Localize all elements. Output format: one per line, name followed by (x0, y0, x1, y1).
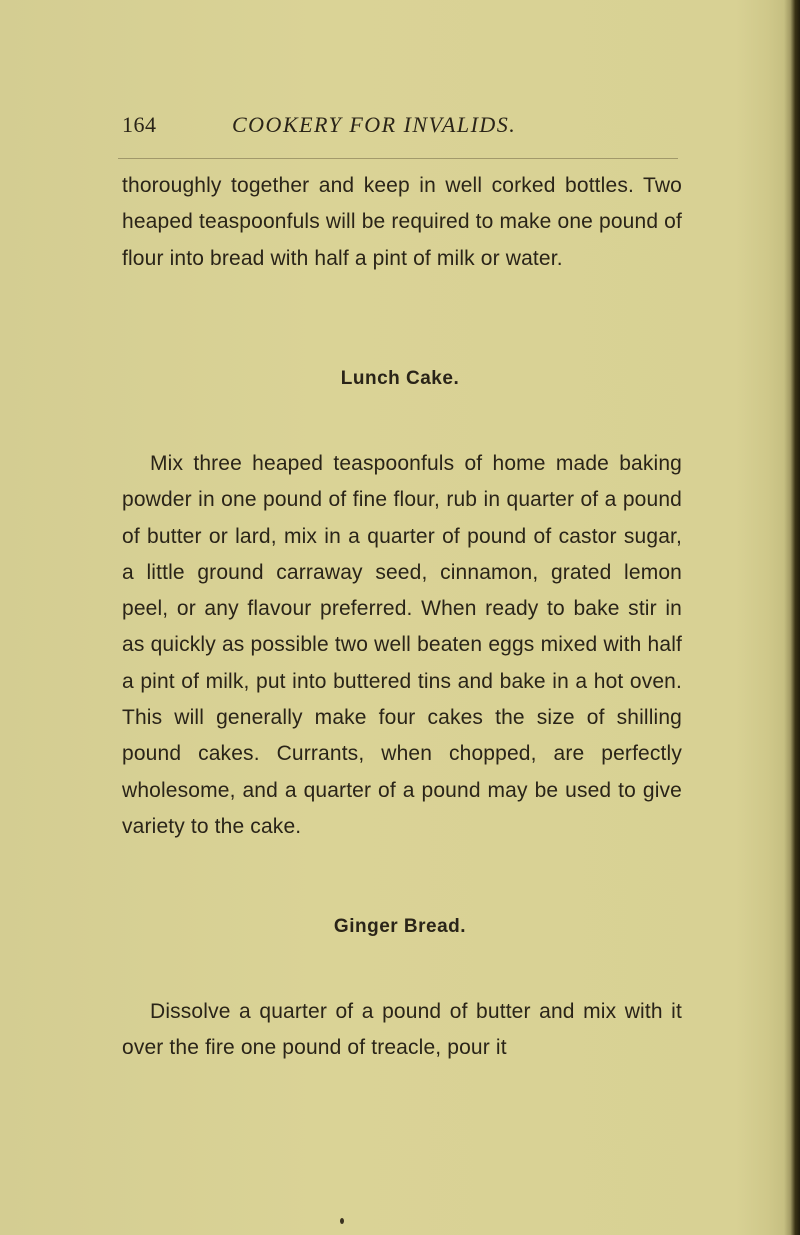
page-number: 164 (122, 112, 157, 137)
paragraph-ginger-bread: Dissolve a quarter of a pound of butter and mix with it over the fire one pound of treacle, pour it (122, 1000, 682, 1060)
paragraph-lunch-cake: Mix three heaped teaspoonfuls of home made baking powder in one pound of fine flour, rub in quarter of a pound of butter or lard, mix in a quarter of pound of castor sugar, a little ground carraway seed, cinnamon, grated lemon peel, or any flavour preferred. When ready to bake stir in as quickly as possible two well beaten eggs mixed with half a pint of milk, put into buttered tins and bake in a hot oven. This will generally make four cakes the size of shilling pound cakes. Currants, when chopped, are perfectly wholesome, and a quarter of a pound may be used to give variety to the cake. (122, 452, 682, 838)
binding-edge (784, 0, 800, 1235)
heading-lunch-cake: Lunch Cake. (340, 368, 460, 389)
heading-ginger-bread: Ginger Bread. (333, 916, 467, 937)
running-title: COOKERY FOR INVALIDS. (232, 112, 517, 137)
paper-speck (340, 1218, 344, 1224)
paragraph-continuation: thoroughly together and keep in well corked bottles. Two heaped teaspoonfuls will be required to make one pound of flour into bread with half a pint of milk or water. (122, 174, 682, 270)
header-rule (118, 158, 678, 159)
